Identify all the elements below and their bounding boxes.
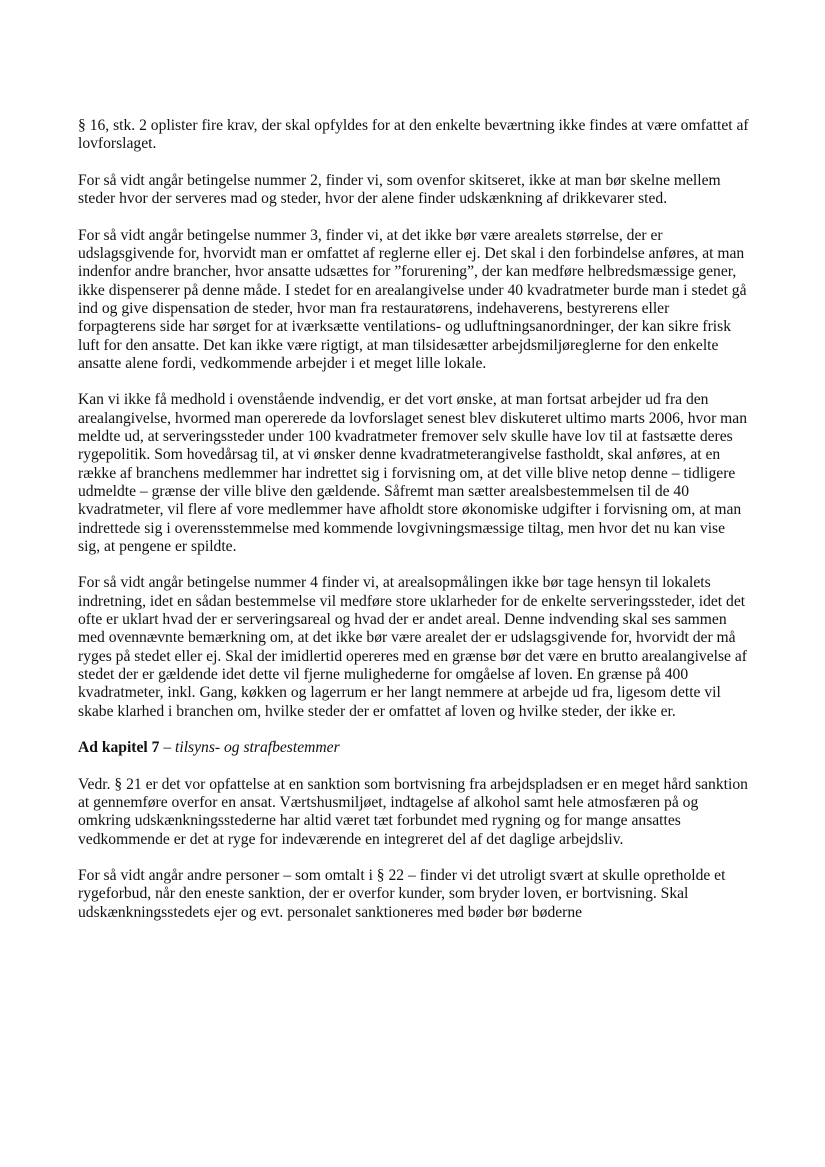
heading-bold-part: Ad kapitel 7 xyxy=(78,739,160,757)
paragraph-condition-4: For så vidt angår betingelse nummer 4 finder vi, at arealsopmålingen ikke bør tage hensyn til lokalets indretning, idet en sådan bestemmelse vil medføre store uklarheder for de enkelte serveringssteder, idet det ofte er uklart hvad der er serveringsareal og hvad der er andet areal. Denne indvending skal ses sammen med ovennævnte bemærkning om, at det ikke bør være arealet der er udslagsgivende for, hvorvidt der må ryges på stedet eller ej. Skal der imidlertid opereres med en grænse bør det være en brutto arealangivelse af stedet der er gældende idet dette vil fjerne mulighederne for omgåelse af loven. En grænse på 400 kvadratmeter, inkl. Gang, køkken og lagerrum er her langt nemmere at arbejde ud fra, ligesom dette vil skabe klarhed i branchen om, hvilke steder der er omfattet af loven og hvilke steder, der ikke er. xyxy=(78,574,747,720)
paragraph-section-16: § 16, stk. 2 oplister fire krav, der skal opfyldes for at den enkelte beværtning ikke findes at være omfattet af lovforslaget. xyxy=(78,117,749,153)
paragraph-condition-3: For så vidt angår betingelse nummer 3, finder vi, at det ikke bør være arealets størrelse, der er udslagsgivende for, hvorvidt man er omfattet af reglerne eller ej. Det skal i den forbindelse anføres, at man indenfor andre brancher, hvor ansatte udsættes for ”forurening”, der kan medføre helbredsmæssige gener, ikke dispenserer på denne måde. I stedet for en arealangivelse under 40 kvadratmeter burde man i stedet gå ind og give dispensation de steder, hvor man fra restauratørens, indehaverens, bestyrerens eller forpagterens side har sørget for at iværksætte ventilations- og udluftningsanordninger, der kan sikre frisk luft for den ansatte. Det kan ikke være rigtigt, at man tilsidesætter arbejdsmiljøreglerne for den enkelte ansatte alene fordi, vedkommende arbejder i et meget lille lokale. xyxy=(78,226,747,372)
paragraph-condition-2: For så vidt angår betingelse nummer 2, finder vi, som ovenfor skitseret, ikke at man bør skelne mellem steder hvor der serveres mad og steder, hvor der alene finder udskænkning af drikkevarer sted. xyxy=(78,171,721,208)
paragraph-section-22: For så vidt angår andre personer – som omtalt i § 22 – finder vi det utroligt svært at skulle opretholde et rygeforbud, når den eneste sanktion, der er overfor kunder, som bryder loven, er bortvisning. Skal udskænkningsstedets ejer og evt. personalet sanktioneres med bøder bør bøderne xyxy=(78,867,726,921)
heading-dash: – xyxy=(159,739,176,757)
paragraph-section-21: Vedr. § 21 er det vor opfattelse at en sanktion som bortvisning fra arbejdspladsen er en meget hård sanktion at gennemføre overfor en ansat. Værtshusmiljøet, indtagelse af alkohol samt hele atmosfæren på og omkring udskænkningsstederne har altid været tæt forbundet med rygning og for mange ansattes vedkommende er det at ryge for indeværende en integreret del af det daglige arbejdsliv. xyxy=(78,775,748,848)
heading-italic-part: tilsyns- og strafbestemmer xyxy=(175,739,340,757)
section-heading-chapter-7 xyxy=(78,739,750,757)
paragraph-area-objection: Kan vi ikke få medhold i ovenstående indvendig, er det vort ønske, at man fortsat arbejder ud fra den arealangivelse, hvormed man opererede da lovforslaget senest blev diskuteret ultimo marts 2006, hvor man meldte ud, at serveringssteder under 100 kvadratmeter fremover selv skulle have lov til at fastsætte deres rygepolitik. Som hovedårsag til, at vi ønsker denne kvadratmeterangivelse fastholdt, skal anføres, at en række af branchens medlemmer har indrettet sig i forvisning om, at det ville blive netop denne – tidligere udmeldte – grænse der ville blive den gældende. Såfremt man sætter arealsbestemmelsen til de 40 kvadratmeter, vil flere af vore medlemmer have afholdt store økonomiske udgifter i forvisning om, at man indrettede sig i overensstemmelse med kommende lovgivningsmæssige tiltag, men hvor det nu kan vise sig, at pengene er spildte. xyxy=(78,391,748,555)
document-page xyxy=(78,117,750,940)
